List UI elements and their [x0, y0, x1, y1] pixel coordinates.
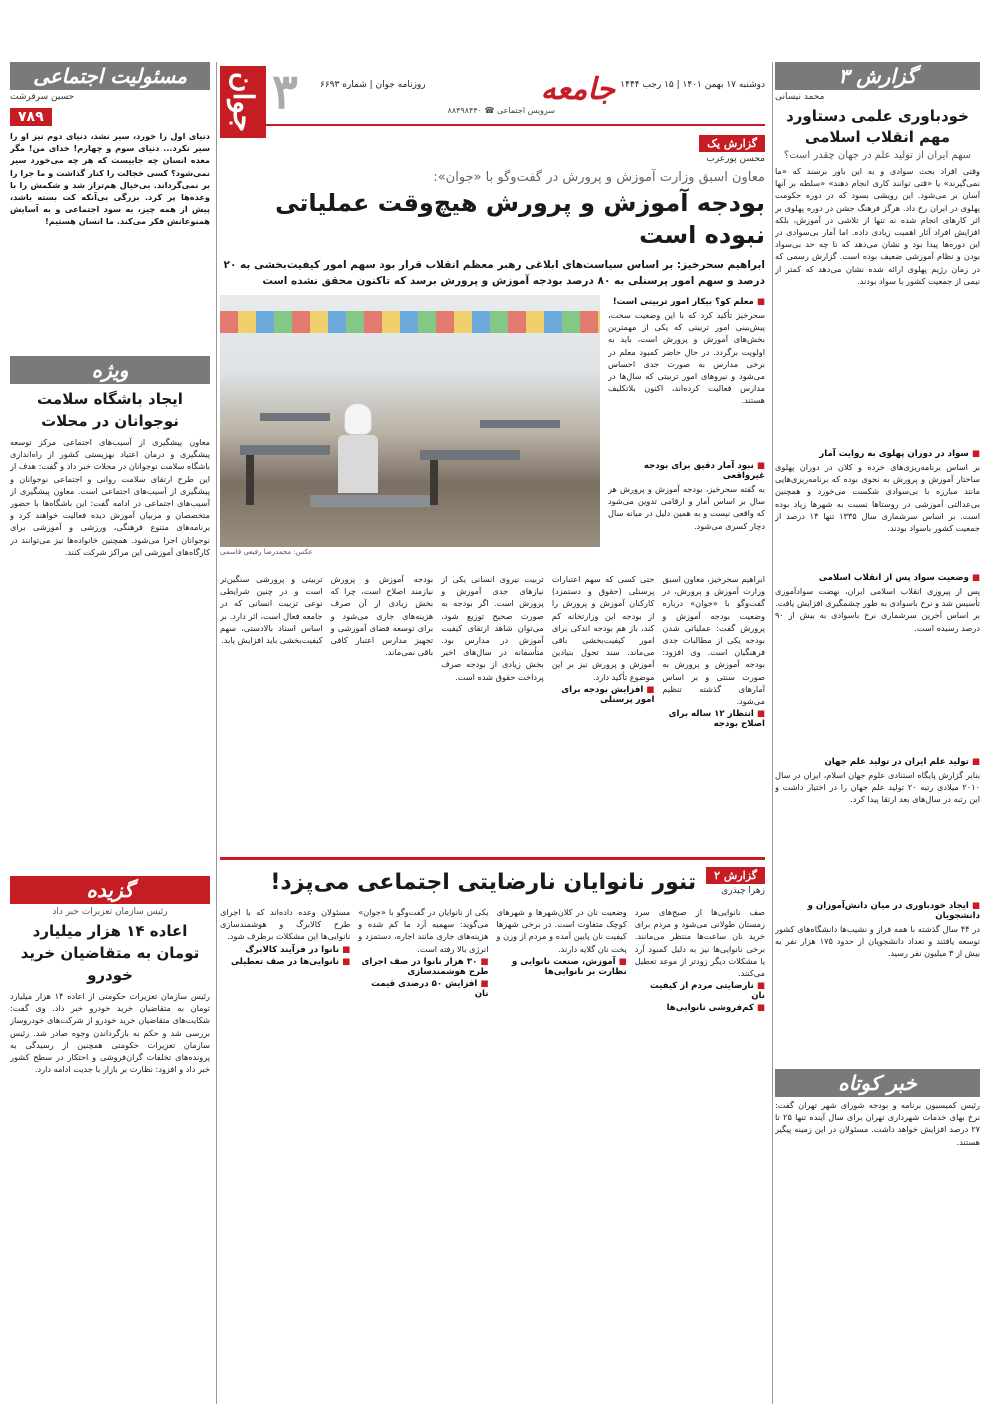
section-tag: مسئولیت اجتماعی	[10, 62, 210, 90]
article-body: وضعیت نان در کلان‌شهرها و شهرهای کوچک متفاوت است. در برخی شهرها کیفیت نان پایین آمده و مردم از وزن و پخت نان گلایه دارند.	[496, 907, 627, 954]
report-tag: گزارش ۲	[706, 867, 765, 884]
report-tag: گزارش یک	[699, 135, 765, 152]
column-divider	[772, 62, 773, 1404]
article-body: تربیت نیروی انسانی یکی از نیازهای جدی آموزش و پرورش است. اگر بودجه به صورت صحیح توزیع شود، می‌توان شاهد ارتقای کیفیت آموزش در مدارس بود. متأسفانه در سال‌های اخیر بخش زیادی از بودجه صرف پرداخت حقوق شده است.	[441, 574, 544, 682]
article-kicker: معاون اسبق وزارت آموزش و پرورش در گفت‌وگو با «جوان»:	[433, 170, 765, 185]
subheading: ■ معلم کو؟ بیکار امور تربیتی است!	[608, 297, 765, 307]
author: محسن پورعرب	[706, 154, 765, 164]
article-body: یکی از نانوایان در گفت‌وگو با «جوان» می‌گوید: سهمیه آرد ما کم شده و هزینه‌های جاری مانند اجاره، دستمزد و انرژی بالا رفته است.	[358, 907, 489, 954]
article-body: به گفته سحرخیز، بودجه آموزش و پرورش هر سال بر اساس آمار و ارقامی تدوین می‌شود که واقعی نیست و به همین دلیل در میانه سال دچار کسری می‌شود.	[608, 484, 765, 531]
subheading: ■ سواد در دوران پهلوی به روایت آمار	[775, 449, 980, 459]
subheading: ■ نارضایتی مردم از کیفیت نان	[635, 981, 765, 1001]
article-body: بنابر گزارش پایگاه استنادی علوم جهان اسلام، ایران در سال ۲۰۱۰ میلادی رتبه ۲۰ تولید علم جهان را در اختیار داشت و این رتبه در سال‌های بعد ارتقا پیدا کرد.	[775, 770, 980, 805]
article-headline[interactable]: ایجاد باشگاه سلامت نوجوانان در محلات	[37, 390, 183, 430]
article-lead: سهم ایران از تولید علم در جهان چقدر است؟	[783, 150, 972, 161]
wall-decoration	[220, 311, 600, 333]
paper-info: روزنامه جوان | شماره ۶۶۹۳	[320, 80, 426, 90]
subheading: ■ ۳۰ هزار نانوا در صف اجرای طرح هوشمندسازی	[358, 957, 488, 977]
section-tag: گزارش ۳	[775, 62, 980, 90]
subheading: ■ افزایش بودجه برای امور پرسنلی	[552, 685, 655, 705]
section-tag: گزیده	[10, 876, 210, 904]
page-number: ۳	[272, 64, 298, 120]
subheading: ■ انتظار ۱۲ ساله برای اصلاح بودجه	[662, 709, 765, 729]
article-body: وقتی افراد بحث سوادی و به این باور برسند که «ما نمی‌گیرند» یا «قتی توانند کاری انجام دهند» «سلطه بر آنها آسان بر می‌شود. این رویشی بسود که در دوره حکومت پهلوی در ایران رخ داد. هرگز فرهنگ جشن در دوره پهلوی بر اثر کارهای انجام شده نه تنها از تلاشی در آموزش، بلکه افزایش افراد آثار اهمیت زیادی داده. اما آمار بی‌سوادی در این دوره‌ها پیدا بود و نشان می‌دهد که تا چه حد بی‌سواد بودن و نظام آموزشی ضعیف بوده است. گزارش رسمی که در زمان رژیم پهلوی ارائه شده نشان می‌دهد که کمتر از نیمی از جمعیت کشور با سواد بودند.	[775, 166, 980, 286]
article-headline[interactable]: تنور نانوایان نارضایتی اجتماعی می‌پزد!	[270, 869, 697, 895]
paper-logo[interactable]: جوان	[220, 66, 266, 138]
article-headline[interactable]: خودباوری علمی دستاورد مهم انقلاب اسلامی	[786, 107, 969, 146]
author: زهرا چیذری	[721, 886, 765, 896]
issue-date: دوشنبه ۱۷ بهمن ۱۴۰۱ | ۱۵ رجب ۱۴۴۴	[620, 80, 765, 90]
article-body: پس از پیروزی انقلاب اسلامی ایران، نهضت سوادآموزی تأسیس شد و نرخ باسوادی به طور چشمگیری افزایش یافت. بر اساس آخرین سرشماری نرخ باسوادی به بیش از ۹۰ درصد رسیده است.	[775, 586, 980, 633]
section-title: جامعه	[540, 72, 615, 107]
column-body: دنیای اول را خورد، سیر نشد، دنیای دوم نیز او را سیر نکرد... دنیای سوم و چهارم! خدای من! مگر معده انسان چه جاییست که هر چه می‌خورد سیر نمی‌شود؟ کسی خجالت را کنار گذاشت و ما جرا را بر نمی‌گرداند. بی‌خیال هم‌تراز شد و شکمش را با وعده‌ها پر کرد. بزرگی بی‌آنکه کت بسته باشد، پیش از همه چیز، به سود اجتماعی و به آسایش همنوعانش فکر می‌کند. ما انسان هستیم!	[10, 131, 210, 227]
article-lead: ابراهیم سحرخیز: بر اساس سیاست‌های ابلاغی رهبر معظم انقلاب قرار بود سهم امور کیفیت‌بخشی به ۲۰ درصد و سهم امور پرسنلی به ۸۰ درصد بودجه آموزش و پرورش برسد که تاکنون محقق نشده است	[223, 259, 765, 287]
section-tag: ویژه	[10, 356, 210, 384]
service-contact: سرویس اجتماعی ☎ ۸۸۴۹۸۴۴۰	[447, 106, 555, 115]
article-body: صف نانوایی‌ها از صبح‌های سرد زمستان طولانی می‌شود و مردم برای خرید نان ساعت‌ها منتظر می‌مانند. برخی نانوایی‌ها نیز به دلیل کمبود آرد یا مشکلات دیگر زودتر از موعد تعطیل می‌کنند.	[634, 907, 765, 979]
news-brief-tag: خبر کوتاه	[775, 1069, 980, 1097]
article-body: تربیتی و پرورشی سنگین‌تر است و در چنین شرایطی نوعی تربیت انسانی که در جامعه فعال است، اثر دارد. بر اساس اسناد بالادستی، سهم کیفیت‌بخشی باید افزایش یابد.	[220, 574, 323, 646]
article-headline[interactable]: بودجه آموزش و پرورش هیچ‌وقت عملیاتی نبوده است	[275, 189, 765, 249]
right-column	[775, 62, 980, 1249]
subheading: ■ کم‌فروشی نانوایی‌ها	[635, 1003, 765, 1013]
student-figure	[338, 403, 378, 495]
subheading: ■ ایجاد خودباوری در میان دانش‌آموزان و دانشجویان	[775, 901, 980, 921]
subheading: ■ آموزش، صنعت نانوایی و نظارت بر نانوایی‌ها	[497, 957, 627, 977]
column-divider	[216, 62, 217, 1404]
article-body: بر اساس برنامه‌ریزی‌های خرده و کلان در دوران پهلوی ساختار آموزش و پرورش به نحوی بوده که برنامه‌ریزی‌هایی مانند مبارزه با بی‌سوادی شکست می‌خورد و همچنین بی‌عدالتی آموزشی در روستاها نسبت به شهرها زیاد بوده است. بر اساس سرشماری سال ۱۳۳۵ تنها ۱۴ درصد از جمعیت کشور باسواد بودند.	[775, 462, 980, 534]
article-kicker: رئیس سازمان تعزیرات خبر داد	[52, 907, 168, 917]
article-body: حتی کسی که سهم اعتبارات پرسنلی (حقوق و دستمزد) کارکنان آموزش و پرورش را از بودجه این وزارتخانه کم کند، باز هم بودجه اندکی برای امور کیفیت‌بخشی باقی می‌ماند. سند تحول بنیادین آموزش و پرورش نیز بر این موضوع تأکید دارد.	[551, 574, 655, 682]
news-brief-body: رئیس کمیسیون برنامه و بودجه شورای شهر تهران گفت: نرخ بهای خدمات شهرداری تهران برای سال آینده تنها ۲۵ تا ۲۷ درصد افزایش خواهد داشت. مسئولان در این زمینه پیگیر هستند.	[775, 1100, 980, 1147]
separator	[220, 857, 765, 860]
main-column	[220, 132, 765, 1298]
subheading: ■ نانوا در فرآیند کالابرگ	[220, 945, 350, 955]
article-body: مسئولان وعده داده‌اند که با اجرای طرح کالابرگ و هوشمندسازی نانوایی‌ها این مشکلات برطرف شود.	[220, 907, 351, 942]
subheading: ■ نانوایی‌ها در صف تعطیلی	[220, 957, 350, 967]
article-body: در ۴۴ سال گذشته با همه فراز و نشیب‌ها دانشگاه‌های کشور توسعه یافتند و تعداد دانشجویان از حدود ۱۷۵ هزار نفر به بیش از ۳ میلیون نفر رسید.	[775, 924, 980, 959]
article-headline[interactable]: اعاده ۱۴ هزار میلیارد تومان به متقاضیان خرید خودرو	[20, 922, 200, 984]
article-body: معاون پیشگیری از آسیب‌های اجتماعی مرکز توسعه پیشگیری و درمان اعتیاد بهزیستی کشور از راه‌اندازی باشگاه سلامت نوجوانان در محلات خبر داد و گفت: هدف از این طرح ارتقای سلامت روانی و اجتماعی نوجوانان و پیشگیری از آسیب‌های اجتماعی است. معاون پیشگیری از آسیب‌های اجتماعی در ادامه گفت: این باشگاه‌ها با حضور متخصصان و مربیان آموزش دیده فعالیت خواهند کرد و برنامه‌های متنوع فرهنگی، ورزشی و آموزشی برای نوجوانان اجرا می‌شود. همچنین خانواده‌ها نیز می‌توانند در کارگاه‌های آموزشی این مراکز شرکت کنند.	[10, 437, 210, 557]
left-column	[10, 62, 210, 1290]
column-number: ۷۸۹	[10, 108, 52, 126]
photo-caption: عکس: محمدرضا رفیعی قاسمی	[220, 548, 313, 556]
article-body: رئیس سازمان تعزیرات حکومتی از اعاده ۱۴ هزار میلیارد تومان به متقاضیان خرید خودرو خبر داد. وی گفت: شکایت‌های متقاضیان خرید خودرو از شرکت‌های خودروساز بررسی شد و حکم به بازگرداندن وجوه صادر شد. رئیس سازمان تعزیرات حکومتی همچنین از رسیدگی به پرونده‌های تخلفات گران‌فروشی و احتکار در سطح کشور خبر داد و افزود: نظارت بر بازار با جدیت ادامه دارد.	[10, 991, 210, 1075]
article-body: بودجه آموزش و پرورش نیازمند اصلاح است، چرا که بخش زیادی از آن صرف هزینه‌های جاری می‌شود و برای توسعه فضای آموزشی و تجهیز مدارس اعتبار کافی باقی نمی‌ماند.	[330, 574, 434, 658]
article-body: ابراهیم سحرخیز، معاون اسبق وزارت آموزش و پرورش، در گفت‌وگو با «جوان» درباره وضعیت بودجه آموزش و پرورش گفت: عملیاتی شدن بودجه یکی از مطالبات جدی فرهنگیان است. وی افزود: بودجه آموزش و پرورش به صورت سنتی و بر اساس آمارهای گذشته تنظیم می‌شود.	[662, 574, 765, 707]
subheading: ■ وضعیت سواد پس از انقلاب اسلامی	[775, 573, 980, 583]
article-body: سحرخیز تأکید کرد که با این وضعیت سخت، پیش‌بینی امور تربیتی که یکی از مهمترین بخش‌های آموزش و پرورش است، باید به اولویت برگردد. در حال حاضر کمبود معلم در برخی مدارس به صورت جدی احساس می‌شود و نیروهای امور تربیتی که سال‌ها در مدارس فعالیت کرده‌اند، اکنون بلاتکلیف هستند.	[608, 310, 765, 406]
subheading: ■ تولید علم ایران در تولید علم جهان	[775, 757, 980, 767]
author: محمد نیسانی	[775, 92, 825, 102]
classroom-photo[interactable]	[220, 295, 600, 547]
subheading: ■ افزایش ۵۰ درصدی قیمت نان	[358, 979, 488, 999]
subheading: ■ نبود آمار دقیق برای بودجه غیرواقعی	[608, 461, 765, 481]
author: حسین سرفرشت	[10, 92, 75, 102]
masthead	[220, 64, 765, 133]
